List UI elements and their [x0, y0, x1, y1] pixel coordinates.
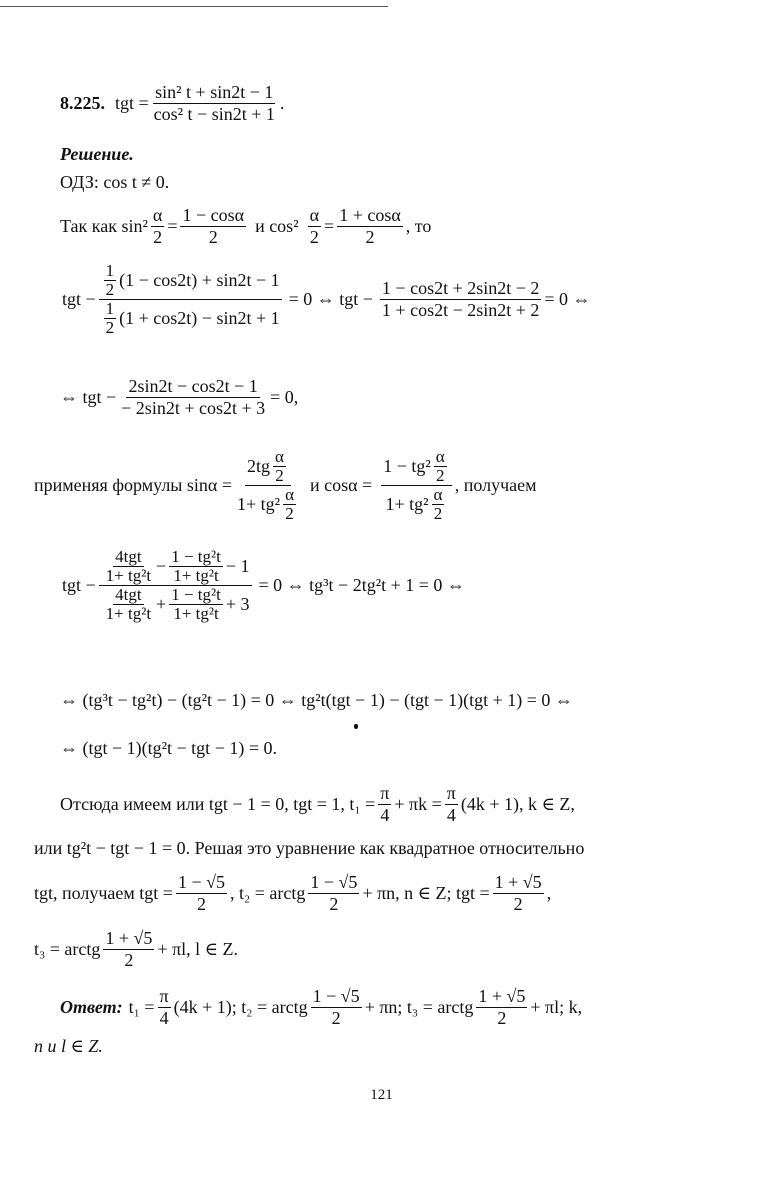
formulas-line: применяя формулы sinα = 2tg $\frac{\alpha}{2}$ 1+ tg² $\frac{\alpha}{2}$ и cosα = 1 − tg² $\frac{\alpha}{2}$ 1+ tg² $\frac{\alpha}{2}$ , получаем — [34, 447, 537, 523]
roots-line-2: tgt, получаем tgt = $\frac{1 - √5}{2}$ , t₂ = arctg $\frac{1 - √5}{2}$ + πn, n ∈ Z; tgt = $\frac{1 + √5}{2}$ , — [34, 872, 552, 914]
page-number: 121 — [370, 1087, 393, 1103]
equation-1: tgt − $\frac{1}{2}$ (1 − cos2t) + sin2t − 1 $\frac{1}{2}$ (1 + cos2t) − sin2t + 1 = 0 ⇔ tgt − $\frac{1 - \cos 2t + 2\sin 2t - 2}{1 + \cos 2t - 2\sin 2t + 2}$ = 0 ⇔ — [62, 261, 591, 337]
problem-fraction: $\frac{\text{sin² t + sin2t − 1}}{\text{cos² t − sin2t + 1}}$ — [153, 82, 275, 124]
equation-4: ⇔ (tg³t − tg²t) − (tg²t − 1) = 0 ⇔ tg²t(tgt − 1) − (tgt − 1)(tgt + 1) = 0 ⇔ — [60, 690, 573, 710]
equation-3: tgt − $\frac{\text{4tgt}}{\text{1+ tg²t}}$ − $\frac{\text{1 − tg²t}}{\text{1+ tg²t}}$ − 1 $\frac{\text{4tgt}}{\text{1+ tg²t}}$ + $\frac{\text{1 − tg²t}}{\text{1+ tg²t}}$ + 3 = 0 ⇔ tg³t − 2tg²t + 1 = 0 ⇔ — [62, 547, 465, 623]
problem-lhs: tgt = — [115, 93, 149, 114]
equation-5: ⇔ (tgt − 1)(tg²t − tgt − 1) = 0. — [60, 738, 277, 758]
roots-line-3: t₃ = arctg $\frac{1 + √5}{2}$ + πl, l ∈ Z. — [34, 928, 238, 970]
top-rule — [0, 6, 388, 7]
half-angle-line: Так как sin² $\frac{\alpha}{2}$ = $\frac{1 - \cos\alpha}{2}$ и cos² $\frac{\alpha}{2}$ = $\frac{1 + \cos\alpha}{2}$ , то — [60, 205, 432, 247]
domain-condition: ОДЗ: cos t ≠ 0. — [60, 172, 170, 192]
answer-line: Ответ: t₁ = $\frac{\pi}{4}$ (4k + 1); t₂ = arctg $\frac{1 - √5}{2}$ + πn; t₃ = arctg $\frac{1 + √5}{2}$ + πl; k, — [60, 986, 583, 1028]
eq3-compound-fraction: $\frac{\text{4tgt}}{\text{1+ tg²t}}$ − $\frac{\text{1 − tg²t}}{\text{1+ tg²t}}$ − 1 $\frac{\text{4tgt}}{\text{1+ tg²t}}$ + $\frac{\text{1 − tg²t}}{\text{1+ tg²t}}$ + 3 — [99, 548, 252, 622]
quadratic-line: или tg²t − tgt − 1 = 0. Решая это уравнение как квадратное относительно — [34, 838, 585, 858]
eq1-right-fraction: $\frac{1 - \cos 2t + 2\sin 2t - 2}{1 + \cos 2t - 2\sin 2t + 2}$ — [381, 278, 540, 320]
equation-2: ⇔ tgt − $\frac{2\sin 2t - \cos 2t - 1}{- 2\sin 2t + \cos 2t + 3}$ = 0, — [60, 376, 299, 418]
roots-line-1: Отсюда имеем или tgt − 1 = 0, tgt = 1, t₁ = $\frac{\pi}{4}$ + πk = $\frac{\pi}{4}$ (4k + 1), k ∈ Z, — [60, 783, 575, 825]
ink-speck — [354, 724, 358, 729]
answer-continuation: n и l ∈ Z. — [34, 1036, 103, 1056]
problem-number: 8.225. — [60, 93, 105, 114]
solution-heading: Решение. — [60, 144, 134, 164]
answer-label: Ответ: — [60, 997, 123, 1018]
problem-statement: 8.225. tgt = $\frac{\text{sin² t + sin2t − 1}}{\text{cos² t − sin2t + 1}}$ . — [60, 82, 285, 124]
eq1-left-fraction: $\frac{1}{2}$ (1 − cos2t) + sin2t − 1 $\frac{1}{2}$ (1 + cos2t) − sin2t + 1 — [99, 262, 282, 336]
